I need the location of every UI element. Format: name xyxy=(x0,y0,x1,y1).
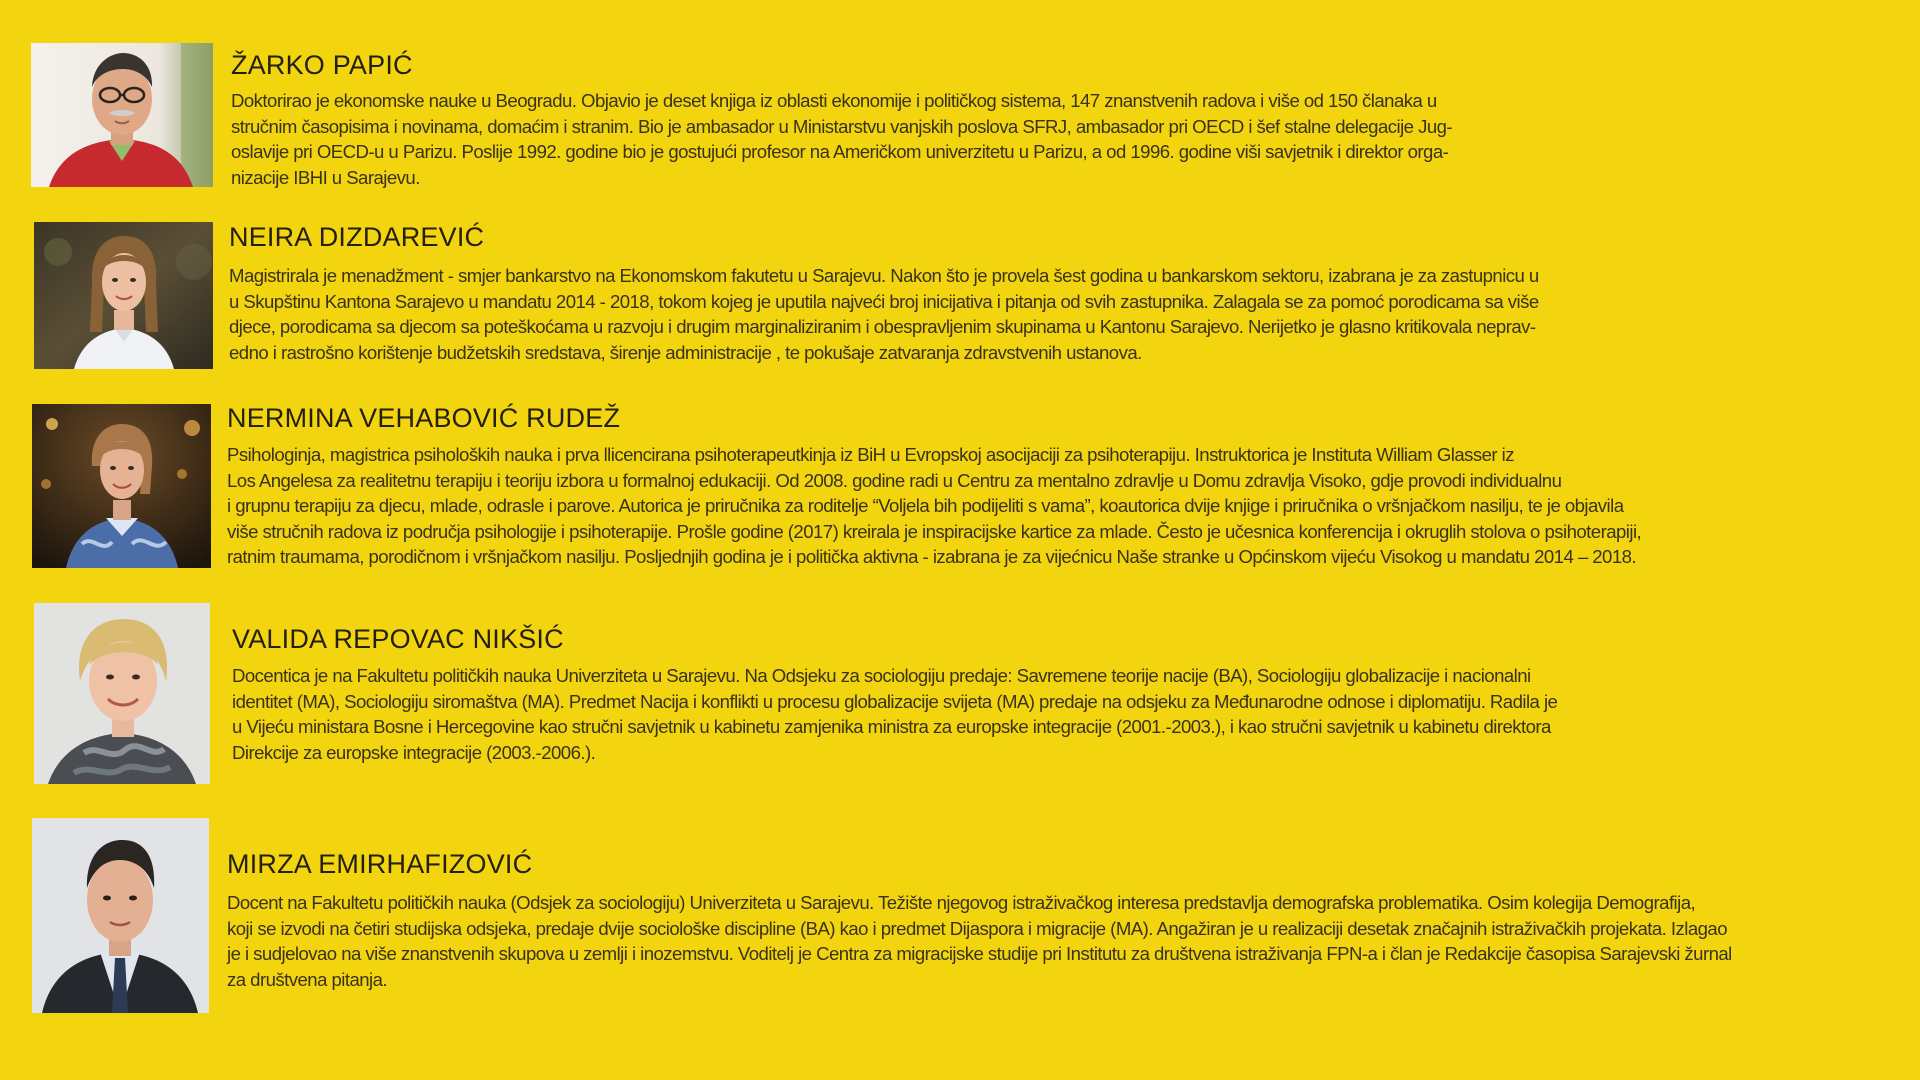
person-name: MIRZA EMIRHAFIZOVIĆ xyxy=(227,849,533,879)
portrait-photo xyxy=(31,43,213,187)
portrait-photo xyxy=(34,603,210,784)
bio-line: edno i rastrošno korištenje budžetskih sredstava, širenje administracije , te pokušaje zatvaranja zdravstvenih ustanova. xyxy=(229,341,1142,363)
bio-line: Direkcije za europske integracije (2003.-2006.). xyxy=(232,741,596,763)
person-name: NERMINA VEHABOVIĆ RUDEŽ xyxy=(227,403,621,433)
bio-text xyxy=(231,88,1452,190)
bio-line: identitet (MA), Sociologiju siromaštva (MA). Predmet Nacija i konflikti u procesu globalizacije svijeta (MA) predaje na odsjeku za Međunarodne odnose i diplomatiju. Radila je xyxy=(232,690,1558,712)
person-name: NEIRA DIZDAREVIĆ xyxy=(229,222,485,252)
bio-line: ratnim traumama, porodičnom i vršnjačkom nasilju. Posljednjih godina je i politička aktivna - izabrana je za vijećnicu Naše stranke u Općinskom vijeću Visokog u mandatu 2014 – 2018. xyxy=(227,546,1637,568)
bio-line: je i sudjelovao na više znanstvenih skupova u zemlji i inozemstvu. Voditelj je Centra za migracijske studije pri Institutu za društvena istraživanja FPN-a i član je Redakcije časopisa Sarajevski žurnal xyxy=(227,943,1732,965)
bio-line: stručnim časopisima i novinama, domaćim i stranim. Bio je ambasador u Ministarstvu vanjskih poslova SFRJ, ambasador pri OECD i šef stalne delegacije Jug- xyxy=(231,115,1453,137)
portrait-photo xyxy=(34,222,213,369)
bio-line: djece, porodicama sa djecom sa poteškoćama u razvoju i drugim marginaliziranim i obespravljenim skupinama u Kantonu Sarajevo. Nerijetko je glasno kritikovala neprav- xyxy=(229,316,1536,338)
bio-line: više stručnih radova iz područja psihologije i psihoterapije. Prošle godine (2017) kreirala je inspiracijske kartice za mlade. Često je učesnica konferencija i okruglih stolova o psihoterapiji, xyxy=(227,520,1642,542)
bio-line: u Skupštinu Kantona Sarajevo u mandatu 2014 - 2018, tokom kojeg je uputila najveći broj inicijativa i pitanja od svih zastupnika. Zalagala se za pomoć porodicama sa više xyxy=(229,290,1539,312)
bio-text xyxy=(227,890,1732,992)
bio-text xyxy=(227,442,1641,570)
bio-line: Docent na Fakultetu političkih nauka (Odsjek za sociologiju) Univerziteta u Sarajevu. Težište njegovog istraživačkog interesa predstavlja demografska problematika. Osim kolegija Demografija, xyxy=(227,892,1696,913)
portrait-photo xyxy=(32,404,211,568)
person-name: VALIDA REPOVAC NIKŠIĆ xyxy=(232,624,564,654)
bio-line: Los Angelesa za realitetnu terapiju i teoriju izbora u formalnoj edukaciji. Od 2008. godine radi u Centru za mentalno zdravlje u Domu zdravlja Visoko, gdje provodi individualnu xyxy=(227,469,1562,491)
bio-line: Psihologinja, magistrica psiholoških nauka i prva llicencirana psihoterapeutkinja iz BiH u Evropskoj asocijaciji za psihoterapiju. Instruktorica je Instituta William Glasser iz xyxy=(227,444,1514,465)
bio-line: koji se izvodi na četiri studijska odsjeka, predaje dvije sociološke discipline (BA) kao i predmet Dijaspora i migracije (MA). Angažiran je u realizaciji desetak značajnih istraživačkih projekata. Izlagao xyxy=(227,917,1728,939)
bio-line: nizacije IBHI u Sarajevu. xyxy=(231,166,420,188)
bio-line: oslavije pri OECD-u u Parizu. Poslije 1992. godine bio je gostujući profesor na Američkom univerzitetu u Parizu, a od 1996. godine viši savjetnik i direktor orga- xyxy=(231,141,1449,163)
bio-line: i grupnu terapiju za djecu, mlade, odrasle i parove. Autorica je priručnika za roditelje “Voljela bih podijeliti s vama”, koautorica dvije knjige i priručnika o vršnjačkom nasilju, te je objavila xyxy=(227,495,1624,517)
portrait-photo xyxy=(32,818,209,1013)
bio-line: Docentica je na Fakultetu političkih nauka Univerziteta u Sarajevu. Na Odsjeku za sociologiju predaje: Savremene teorije nacije (BA), Sociologiju globalizacije i nacionalni xyxy=(232,665,1531,686)
bio-line: Magistrirala je menadžment - smjer bankarstvo na Ekonomskom fakutetu u Sarajevu. Nakon što je provela šest godina u bankarskom sektoru, izabrana je za zastupnicu u xyxy=(229,265,1539,286)
bio-text xyxy=(232,663,1557,765)
bio-line: za društvena pitanja. xyxy=(227,968,388,990)
person-name: ŽARKO PAPIĆ xyxy=(231,50,413,80)
bio-line: Doktorirao je ekonomske nauke u Beogradu. Objavio je deset knjiga iz oblasti ekonomije i političkog sistema, 147 znanstvenih radova i više od 150 članaka u xyxy=(231,90,1437,111)
bio-text xyxy=(229,263,1539,365)
bio-line: u Vijeću ministara Bosne i Hercegovine kao stručni savjetnik u kabinetu zamjenika ministra za europske integracije (2001.-2003.), i kao stručni savjetnik u kabinetu direktora xyxy=(232,716,1551,738)
